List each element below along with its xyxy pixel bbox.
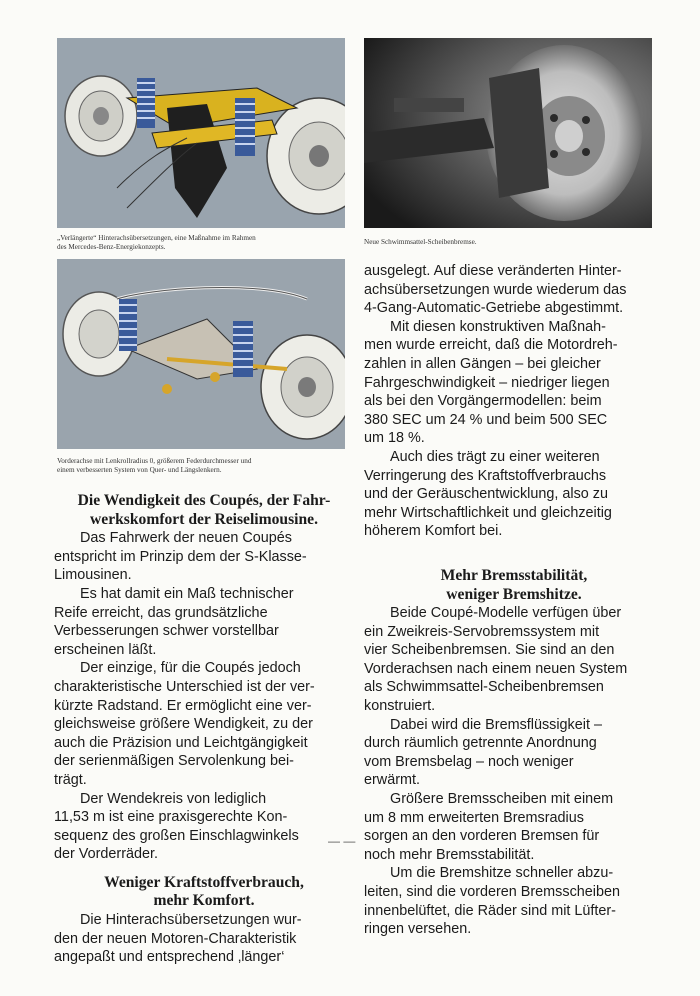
- paragraph: Mit diesen konstruktiven Maßnah- men wurde erreicht, daß die Motordreh- zahlen in allen Gängen – bei gleicher Fahrgeschwindigkeit – niedriger liegen als bei den Vorgängermodellen: beim 380 SEC um 24 % und beim 500 SEC um 18 %.: [364, 318, 618, 447]
- brake-caption: Neue Schwimmsattel-Scheibenbremse.: [364, 238, 477, 246]
- brake-photo: [364, 38, 652, 228]
- right-column: [364, 262, 664, 939]
- paragraph: Die Hinterachsübersetzungen wur- den der neuen Motoren-Charakteristik angepaßt und entsprechend ‚länger‘: [54, 912, 302, 966]
- paragraph: Es hat damit ein Maß technischer Reife erreicht, das grundsätzliche Verbesserungen schwer vorstellbar erscheinen läßt.: [54, 585, 294, 658]
- heading-bremsstabilitaet: Mehr Bremsstabilität, weniger Bremshitze.: [440, 566, 588, 603]
- rear-axle-caption: „Verlängerte“ Hinterachsübersetzungen, eine Maßnahme im Rahmen des Mercedes-Benz-Energiekonzepts.: [57, 234, 256, 251]
- paragraph: Dabei wird die Bremsflüssigkeit – durch räumlich getrennte Anordnung vom Bremsbelag – noch weniger erwärmt.: [364, 716, 602, 789]
- paragraph: Der einzige, für die Coupés jedoch charakteristische Unterschied ist der ver- kürzte Radstand. Er ermöglicht eine ver- gleichsweise größere Wendigkeit, zu der auch die Präzision und Leichtgängigkeit der serienmäßigen Servolenkung bei- trägt.: [54, 660, 315, 788]
- left-column: [54, 492, 354, 967]
- paragraph: ausgelegt. Auf diese veränderten Hinter- achsübersetzungen wurde wiederum das 4-Gang-Automatic-Getriebe abgestimmt.: [364, 263, 627, 317]
- front-axle-illustration: [57, 259, 345, 449]
- heading-wendigkeit: Die Wendigkeit des Coupés, der Fahr- werkskomfort der Reiselimousine.: [77, 492, 331, 528]
- heading-kraftstoff: Weniger Kraftstoffverbrauch, mehr Komfort.: [104, 873, 304, 910]
- paragraph: Das Fahrwerk der neuen Coupés entspricht im Prinzip dem der S-Klasse- Limousinen.: [54, 530, 307, 584]
- rear-axle-illustration: [57, 38, 345, 228]
- paragraph: Beide Coupé-Modelle verfügen über ein Zweikreis-Servobremssystem mit vier Scheibenbremsen. Sie sind an den Vorderachsen nach einem neuen System als Schwimmsattel-Scheibenbremsen konstruiert.: [364, 605, 628, 715]
- paragraph: Größere Bremsscheiben mit einem um 8 mm erweiterten Bremsradius sorgen an den vorderen Bremsen für noch mehr Bremsstabilität.: [364, 791, 614, 863]
- margin-mark: — —: [328, 834, 356, 848]
- paragraph: Um die Bremshitze schneller abzu- leiten, sind die vorderen Bremsscheiben innenbelüftet, die Räder sind mit Lüfter- ringen versehen.: [364, 865, 620, 938]
- paragraph: Der Wendekreis von lediglich 11,53 m ist eine praxisgerechte Kon- sequenz des großen Einschlagwinkels der Vorderräder.: [54, 790, 299, 863]
- paragraph: Auch dies trägt zu einer weiteren Verringerung des Kraftstoffverbrauchs und der Geräuschentwicklung, also zu mehr Wirtschaftlichkeit und gleichzeitig höherem Komfort bei.: [364, 448, 612, 540]
- front-axle-caption: Vorderachse mit Lenkrollradius 0, größerem Federdurchmesser und einem verbesserten System von Quer- und Längslenkern.: [57, 457, 252, 474]
